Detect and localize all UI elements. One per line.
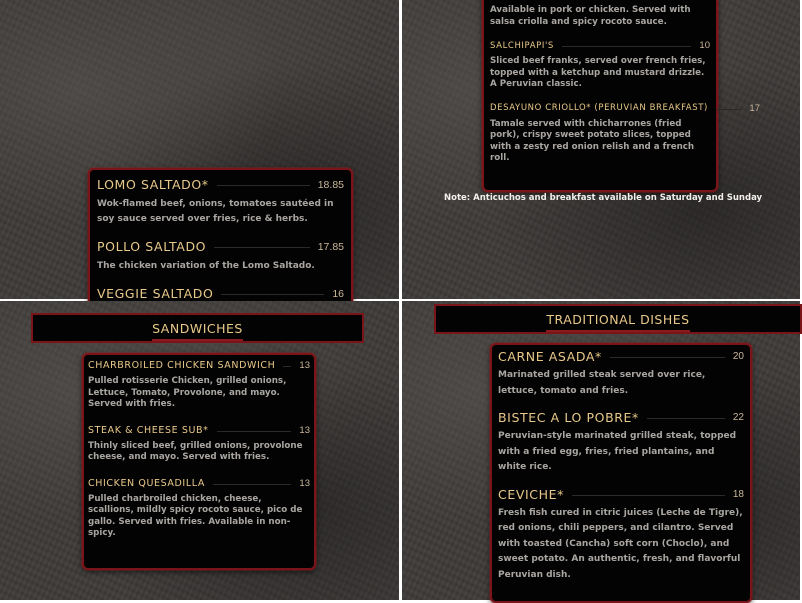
leader-line	[283, 366, 291, 367]
section-banner	[31, 313, 364, 343]
item-name: CHARBROILED CHICKEN SANDWICH	[88, 360, 276, 371]
menu-item	[97, 177, 344, 227]
item-name	[490, 0, 527, 1]
item-description: Wok-flamed beef, onions, tomatoes sautéed in soy sauce served over fries, rice & herbs.	[97, 199, 334, 224]
item-description: Marinated grilled steak served over rice, lettuce, tomato and fries.	[498, 370, 706, 396]
menu-panel-saltados	[88, 168, 353, 318]
item-description: Pulled rotisserie Chicken, grilled onions, Lettuce, Tomato, Provolone, and mayo. Served with fries.	[88, 376, 287, 409]
availability-note: Note: Anticuchos and breakfast available on Saturday and Sunday	[444, 193, 763, 203]
menu-item	[498, 349, 744, 399]
menu-item	[498, 410, 744, 476]
item-price: 18.85	[317, 178, 344, 191]
item-description: Fresh fish cured in citric juices (Leche de Tigre), red onions, chili peppers, and cilantro. Served with toasted (Cancha) soft corn (Choclo), and sweet potato. An authentic, fresh, and flavorful Peruvian dish.	[498, 507, 743, 580]
leader-line	[610, 357, 725, 358]
menu-image-saltados	[0, 0, 399, 299]
menu-item	[490, 102, 760, 165]
item-price: 20	[732, 351, 744, 362]
leader-line	[647, 418, 725, 419]
section-title: TRADITIONAL DISHES	[546, 306, 689, 332]
menu-panel-street-food	[482, 0, 760, 192]
item-price: 13	[299, 424, 310, 436]
item-description: Available in pork or chicken. Served with salsa criolla and spicy rocoto sauce.	[490, 5, 691, 27]
item-description: Tamale served with chicharrones (fried pork), crispy sweet potato slices, topped with a zesty red onion relish and a french roll.	[490, 118, 695, 163]
leader-line	[217, 431, 292, 432]
leader-line	[213, 484, 291, 485]
item-description: Peruvian-style marinated grilled steak, topped with a fried egg, fries, fried plantains, and white rice.	[498, 431, 737, 472]
item-name: LOMO SALTADO*	[97, 177, 209, 192]
leader-line	[716, 109, 742, 110]
leader-line	[562, 46, 692, 47]
leader-line	[217, 185, 310, 186]
section-title: SANDWICHES	[152, 315, 243, 341]
item-description: Pulled charbroiled chicken, cheese, scallions, mildly spicy rocoto sauce, pico de gallo. Served with fries. Available in non-spicy.	[88, 493, 303, 538]
item-name: CHICKEN QUESADILLA	[88, 477, 205, 489]
item-name: VEGGIE SALTADO	[97, 286, 214, 301]
item-name: STEAK & CHEESE SUB*	[88, 424, 209, 436]
item-name: BISTEC A LO POBRE*	[498, 410, 639, 425]
menu-image-traditional-dishes	[402, 301, 800, 600]
item-price: 13	[299, 360, 310, 371]
leader-line	[572, 495, 725, 496]
item-name: POLLO SALTADO	[97, 239, 207, 254]
item-price: 17.85	[317, 240, 344, 253]
menu-item	[88, 425, 310, 464]
menu-item	[88, 360, 310, 411]
menu-image-sandwiches	[0, 301, 399, 600]
item-price: 18	[732, 488, 744, 500]
item-description: Sliced beef franks, served over french fries, topped with a ketchup and mustard drizzle. A Peruvian classic.	[490, 56, 706, 89]
item-price: 17	[749, 102, 760, 114]
item-description: Thinly sliced beef, grilled onions, provolone cheese, and mayo. Served with fries.	[88, 440, 303, 462]
item-name: CARNE ASADA*	[498, 349, 602, 364]
item-price: 10	[699, 40, 710, 51]
leader-line	[221, 294, 324, 295]
item-name: CEVICHE*	[498, 486, 564, 502]
leader-line	[214, 247, 310, 248]
item-description: The chicken variation of the Lomo Saltado.	[97, 261, 315, 271]
menu-image-street-food	[402, 0, 800, 299]
item-price: 16	[332, 287, 344, 300]
menu-item	[490, 40, 710, 91]
menu-item	[490, 0, 710, 28]
menu-panel-traditional-dishes	[490, 343, 752, 603]
menu-item	[88, 478, 310, 540]
item-name: DESAYUNO CRIOLLO* (PERUVIAN BREAKFAST)	[490, 103, 708, 113]
item-price: 13	[299, 477, 310, 489]
item-price: 22	[732, 412, 744, 423]
menu-item	[97, 286, 344, 301]
menu-item	[97, 239, 344, 274]
menu-item	[498, 487, 744, 584]
menu-panel-sandwiches	[82, 353, 316, 570]
item-name: SALCHIPAPI'S	[490, 40, 554, 51]
section-banner	[434, 304, 802, 334]
